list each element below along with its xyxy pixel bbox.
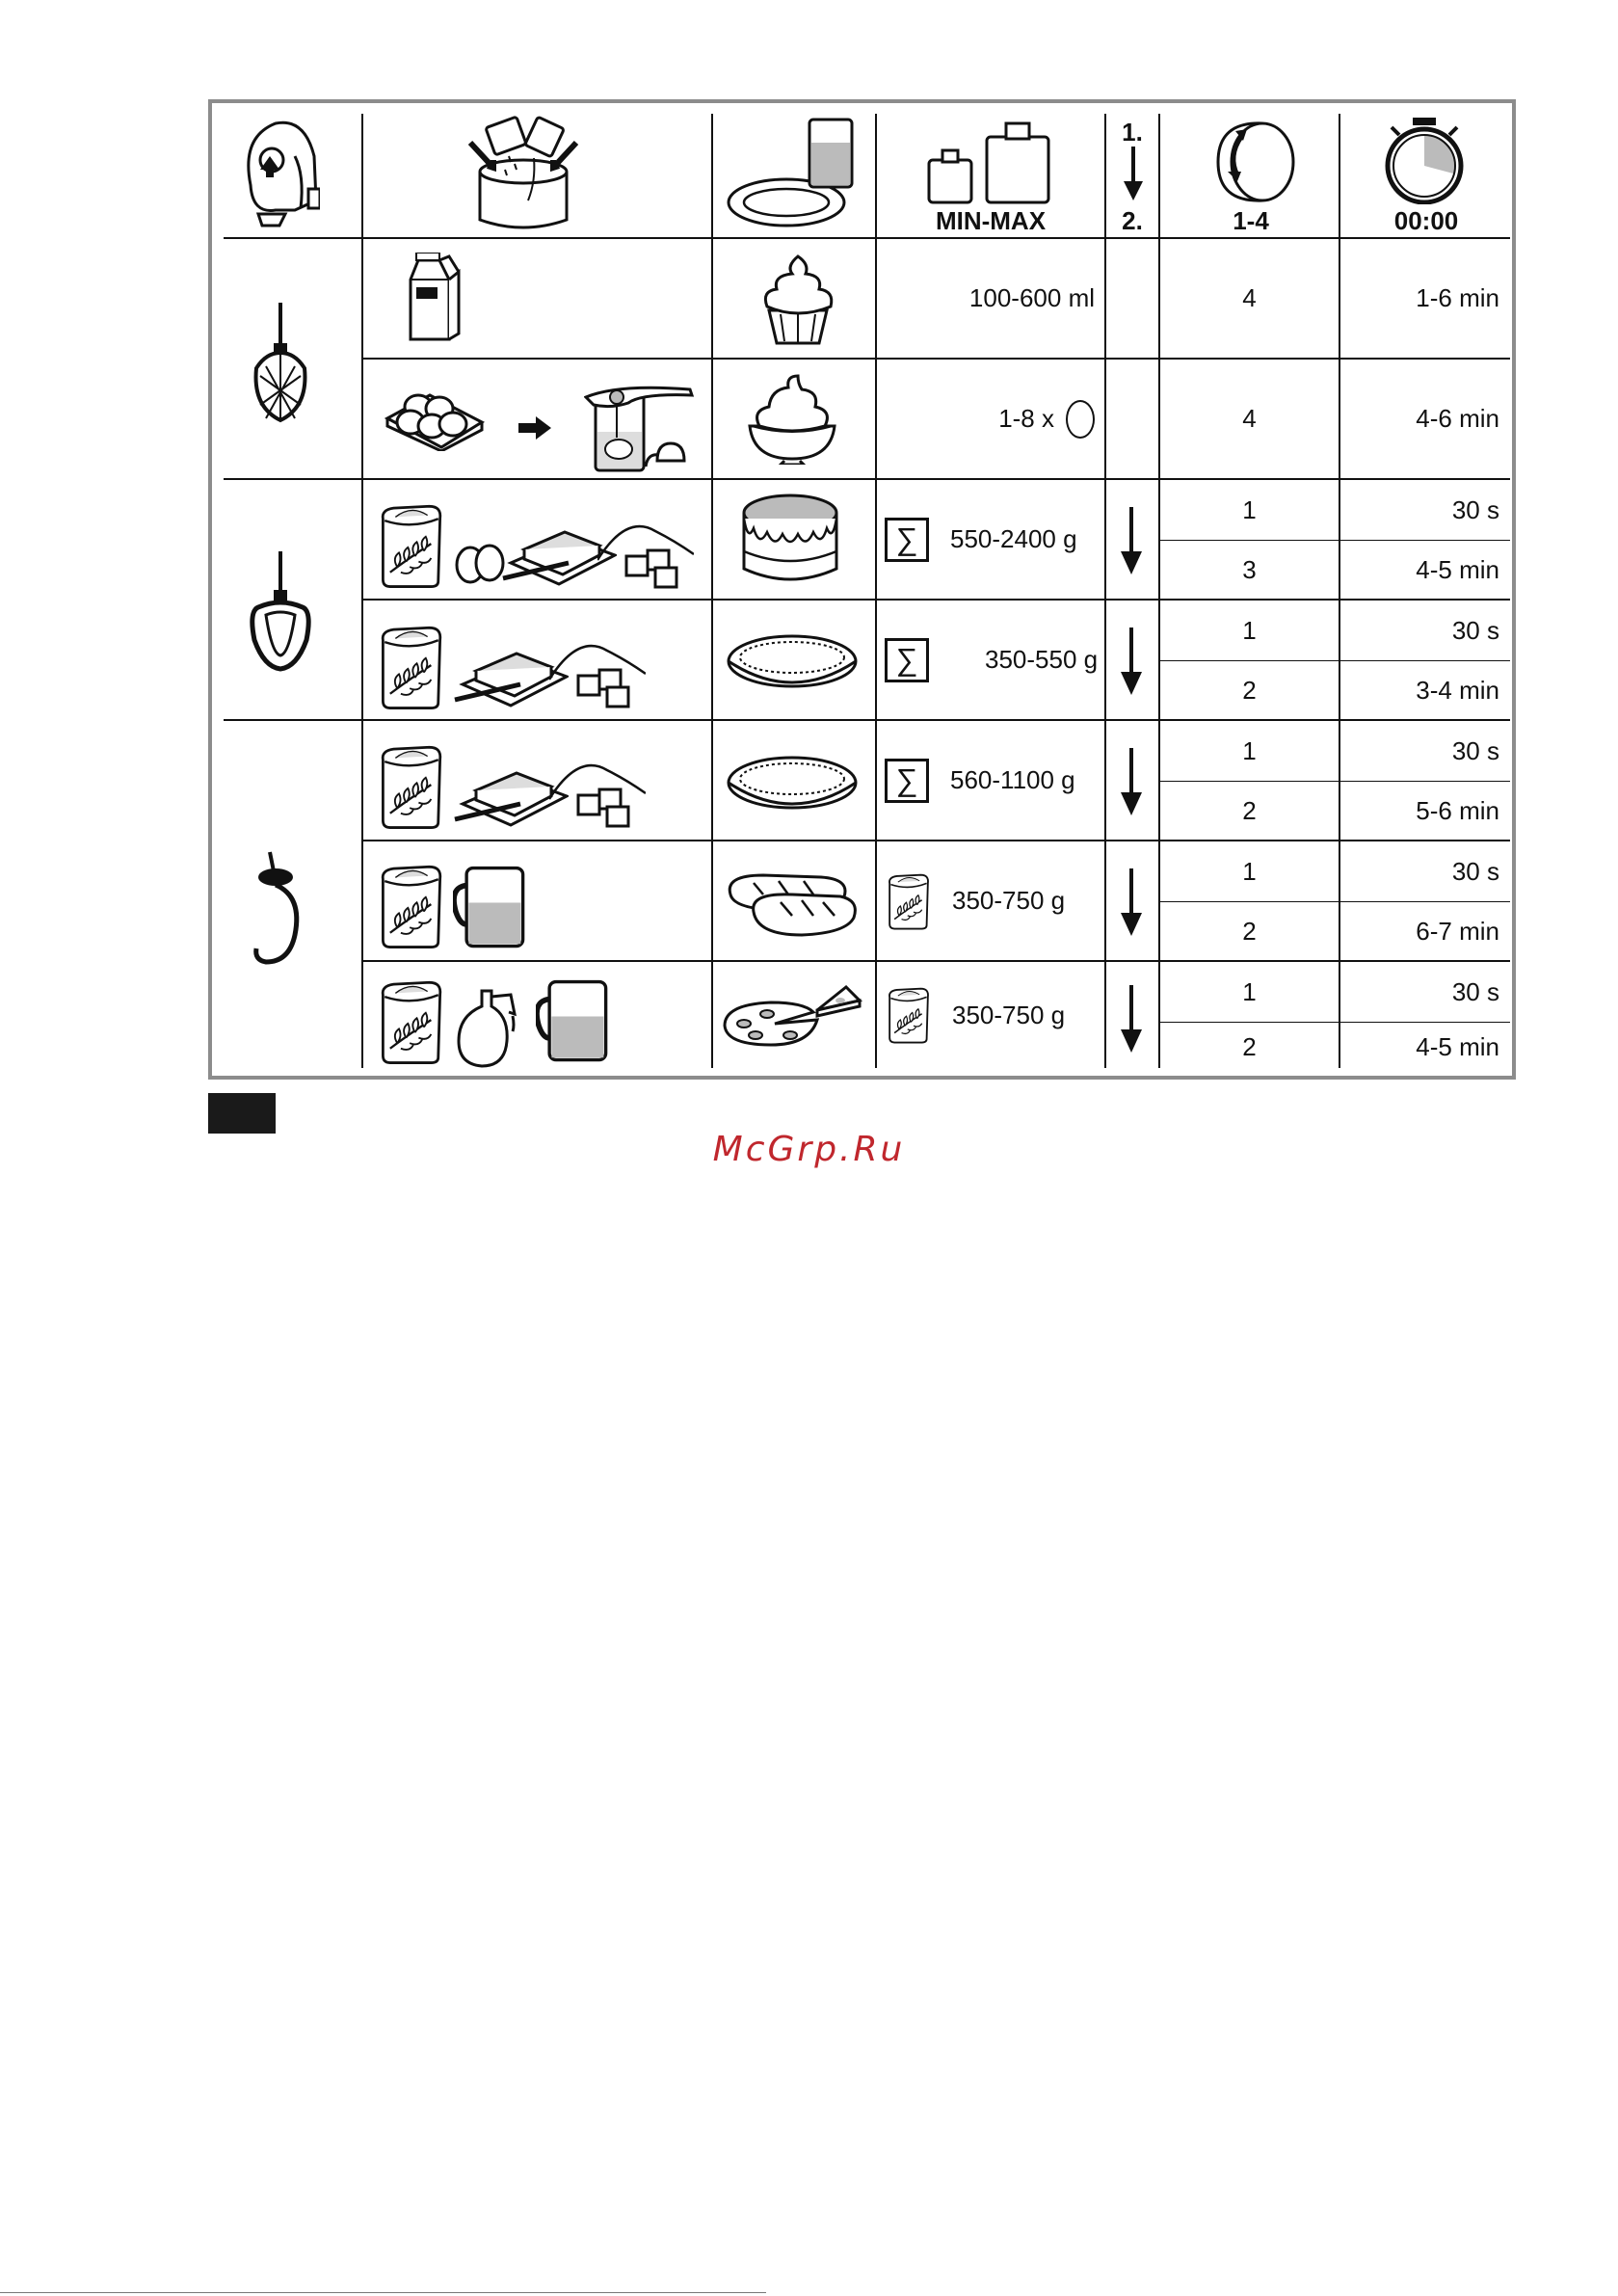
time-header: 00:00 [1393,206,1459,235]
flat-beater-icon [247,547,314,673]
plate-glass-icon [725,114,858,233]
tart-icon [725,748,860,815]
watermark: McGrp.Ru [712,1130,906,1169]
column-rule [1104,114,1106,1068]
time-cell: 1-6 min [1416,283,1499,312]
amount-cell [885,962,1102,1068]
speed-cell: 3 [1242,554,1257,584]
milk-carton-icon [405,253,463,343]
water-jug-icon [453,864,530,950]
column-rule [711,114,713,1068]
time-cell: 30 s [1451,615,1499,645]
flour-bag-icon [376,860,447,952]
speed-cell: 1 [1242,856,1257,886]
time-cell: 30 s [1451,856,1499,886]
sugar-icon [597,521,694,590]
mixer-head-icon [237,118,320,233]
time-cell: 30 s [1451,735,1499,765]
bread-icon [725,869,860,939]
time-cell: 5-6 min [1416,795,1499,825]
speed-cell: 4 [1242,404,1257,433]
weights-icon [925,118,1054,204]
speed-dial-icon [1208,118,1301,206]
pizza-icon [721,981,863,1051]
column-rule [361,114,363,1068]
amount-cell [885,601,1102,719]
speed-cell: 2 [1242,675,1257,705]
speed-cell: 2 [1242,916,1257,946]
page-rule [0,2292,766,2293]
sum-icon: ∑ [885,638,929,682]
oil-bottle-icon [453,987,517,1068]
amount-text: 550-2400 g [950,524,1077,553]
sugar-icon [549,760,646,829]
time-cell: 4-6 min [1416,404,1499,433]
speed-cell: 1 [1242,976,1257,1006]
arrow-down-icon [1120,985,1143,1053]
arrow-down-icon [1124,147,1143,200]
flour-bag-icon [885,871,933,931]
whisk-icon [247,299,314,424]
speed-cell: 1 [1242,735,1257,765]
arrow-down-icon [1120,868,1143,936]
egg-tray-icon [384,384,486,451]
egg-icon [1066,400,1095,439]
speed-cell: 2 [1242,1031,1257,1061]
flour-bag-icon [376,621,447,713]
time-cell: 3-4 min [1416,675,1499,705]
amount-text: 1-8 x [998,404,1054,433]
water-jug-icon [536,977,613,1064]
time-cell: 30 s [1451,494,1499,524]
arrow-right-icon [518,416,551,440]
speed-cell: 2 [1242,795,1257,825]
amount-text: 350-550 g [985,645,1099,674]
flour-bag-icon [885,985,933,1045]
amount-cell [885,480,1102,599]
layer-cake-icon [738,490,842,588]
arrow-down-icon [1120,748,1143,815]
sum-icon: ∑ [885,518,929,562]
egg-separator-icon [584,380,698,472]
section-marker [208,1093,276,1134]
order-bottom: 2. [1122,206,1143,235]
speed-header: 1-4 [1233,206,1269,235]
whipped-egg-bowl-icon [746,372,838,465]
eggs-icon [453,536,507,586]
arrow-down-icon [1120,627,1143,695]
speed-cell: 1 [1242,615,1257,645]
weight-header: MIN-MAX [935,206,1047,235]
flour-bag-icon [376,740,447,833]
time-cell: 4-5 min [1416,1031,1499,1061]
add-ingredients-icon [451,114,596,233]
amount-cell [885,841,1102,960]
time-cell: 30 s [1451,976,1499,1006]
tart-icon [725,627,860,694]
timer-icon [1378,116,1471,204]
amount-text: 350-750 g [952,886,1066,915]
speed-cell: 4 [1242,283,1257,312]
flour-bag-icon [376,499,447,592]
flour-bag-icon [376,975,447,1068]
arrow-down-icon [1120,507,1143,574]
whipped-cream-icon [754,253,842,349]
sum-icon: ∑ [885,759,929,803]
amount-cell [877,360,1095,478]
amount-cell [885,721,1102,840]
sugar-icon [549,640,646,709]
amount-text: 350-750 g [952,1000,1066,1029]
time-cell: 4-5 min [1416,554,1499,584]
dough-hook-icon [247,848,314,974]
amount-cell: 100-600 ml [968,283,1095,312]
time-cell: 6-7 min [1416,916,1499,946]
order-top: 1. [1122,118,1143,147]
speed-cell: 1 [1242,494,1257,524]
amount-text: 560-1100 g [950,765,1075,794]
